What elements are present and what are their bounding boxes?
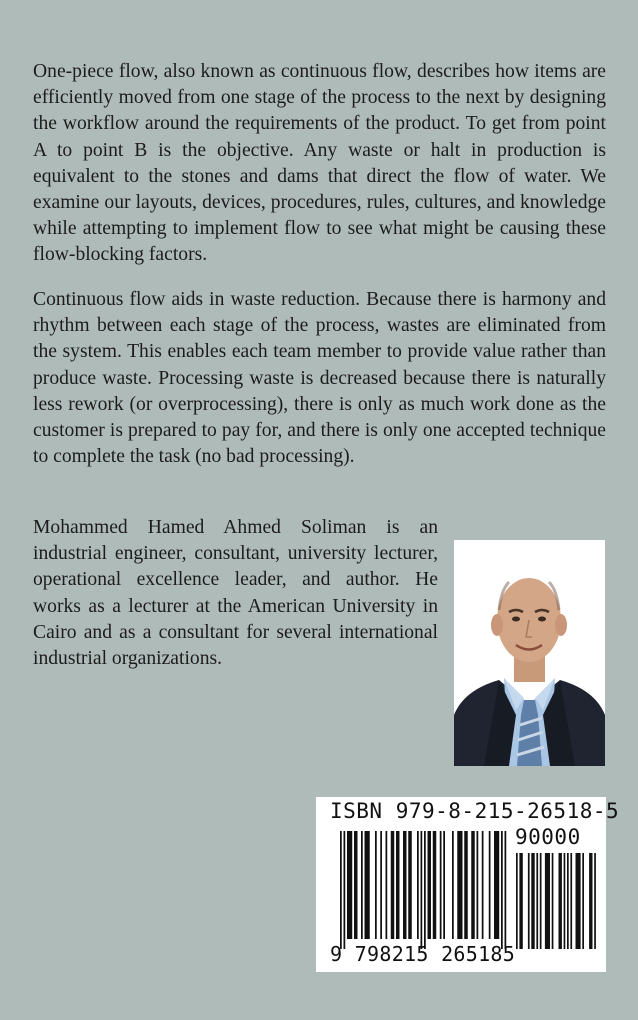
barcode-bar [347,831,352,939]
barcode-bar [408,831,412,939]
barcode-bar [380,831,382,939]
barcode-bar [501,831,503,949]
barcode-bar [375,831,377,939]
addon-barcode-bar [516,853,518,949]
addon-barcode-bar [519,853,522,949]
barcode-bar [464,831,468,939]
author-portrait-illustration [454,540,605,766]
barcode-bar [391,831,395,939]
addon-barcode-bar [594,853,596,949]
addon-barcode-bar [528,853,530,949]
isbn-barcode [316,797,620,972]
barcode-bar [457,831,462,939]
addon-barcode-bar [589,853,592,949]
addon-barcode-bar [545,853,550,949]
barcode-bar [386,831,388,939]
addon-barcode-bar [540,853,542,949]
barcode-bar [443,831,445,939]
barcode-bar [471,831,475,939]
addon-barcode-bar [531,853,534,949]
price-addon-label: 90000 [515,825,581,849]
back-cover-paragraph-1: One-piece flow, also known as continuous flow, describes how items are efficiently moved from one stage of the process to the next by designing the workflow around the requirements of the product. To get from point A to point B is the objective. Any waste or halt in production is equivalent to the stones and dams that direct the flow of water. We examine our layouts, devices, procedures, rules, cultures, and knowledge while attempting to implement flow to see what might be causing these flow-blocking factors. [33,61,606,266]
addon-barcode-bar [552,853,554,949]
addon-barcode-bar [570,853,572,949]
isbn-label: ISBN 979-8-215-26518-5 [330,799,620,823]
barcode-bar [354,831,358,939]
addon-barcode-bar [582,853,584,949]
barcode-bar [477,831,479,939]
addon-barcode-bar [567,853,569,949]
barcode-bar [494,831,499,939]
barcode-bar [452,831,454,939]
barcode-bar [340,831,342,949]
barcode-bar [433,831,437,939]
author-photo [454,540,605,766]
barcode-bar [489,831,491,939]
barcode-bar [505,831,507,949]
barcode-bar [403,831,407,939]
addon-barcode-bar [559,853,562,949]
barcode-bar [428,831,432,939]
addon-barcode-bar [576,853,581,949]
addon-barcode-bar [564,853,566,949]
barcode-bar [421,831,423,949]
author-bio: Mohammed Hamed Ahmed Soliman is an industrial engineer, consultant, university lecturer, operational excellence leader, and author. He works as a lecturer at the American University in Cairo and as a consultant for several international industrial organizations. [33,517,438,670]
barcode-bar [440,831,442,939]
barcode-bar [396,831,400,939]
addon-barcode-bar [536,853,538,949]
barcode-bar [424,831,426,949]
barcode-bar [482,831,484,939]
back-cover-paragraph-2: Continuous flow aids in waste reduction. Because there is harmony and rhythm between each stage of the process, wastes are eliminated from the system. This enables each team member to provide value rather than produce waste. Processing waste is decreased because there is naturally less rework (or overprocessing), there is only as much work done as the customer is prepared to pay for, and there is only one accepted technique to complete the task (no bad processing). [33,289,606,468]
ean-digits: 9 798215 265185 [330,942,516,966]
barcode-bar [365,831,370,939]
barcode-bar [344,831,346,949]
barcode-bar [417,831,419,939]
barcode-bar [361,831,363,939]
